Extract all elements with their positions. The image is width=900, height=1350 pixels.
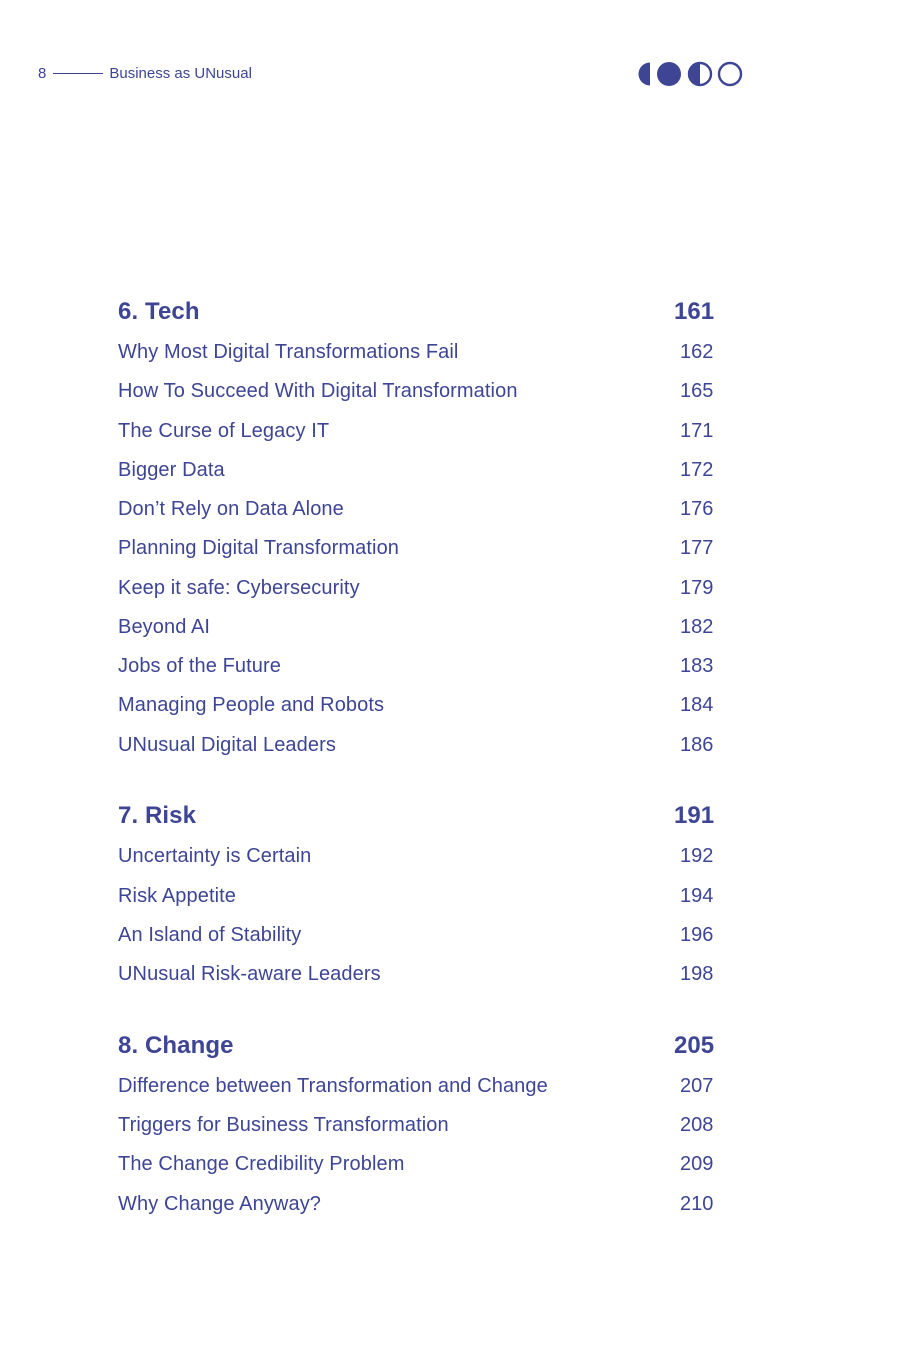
section-heading-change[interactable] <box>118 1031 718 1061</box>
entry-page: 198 <box>680 962 714 985</box>
entry-title: An Island of Stability <box>118 923 302 946</box>
section-page: 161 <box>674 298 715 325</box>
toc-entry[interactable] <box>118 573 718 603</box>
entry-page: 165 <box>680 379 714 402</box>
entry-page: 184 <box>680 693 714 716</box>
entry-page: 182 <box>680 615 714 638</box>
entry-page: 207 <box>680 1074 714 1097</box>
entry-title: Why Change Anyway? <box>118 1192 322 1215</box>
entry-page: 196 <box>680 923 714 946</box>
toc-entry[interactable] <box>118 612 718 642</box>
section-heading-tech[interactable] <box>118 297 718 327</box>
toc-entry[interactable] <box>118 376 718 406</box>
toc-entry[interactable] <box>118 690 718 720</box>
section-title: 8. Change <box>118 1032 234 1059</box>
toc-entry[interactable] <box>118 416 718 446</box>
toc-entry[interactable] <box>118 1071 718 1101</box>
entry-page: 171 <box>680 419 714 442</box>
entry-title: The Change Credibility Problem <box>118 1152 405 1175</box>
entry-page: 177 <box>680 536 714 559</box>
section-page: 191 <box>674 802 715 829</box>
section-title: 7. Risk <box>118 802 197 829</box>
entry-title: UNusual Risk-aware Leaders <box>118 962 381 985</box>
toc-entry[interactable] <box>118 920 718 950</box>
toc-entry[interactable] <box>118 455 718 485</box>
entry-page: 172 <box>680 458 714 481</box>
entry-page: 210 <box>680 1192 714 1215</box>
entry-page: 208 <box>680 1113 714 1136</box>
book-title: Business as UNusual <box>109 64 252 82</box>
toc-entry[interactable] <box>118 651 718 681</box>
entry-page: 176 <box>680 497 714 520</box>
section-page: 205 <box>674 1032 715 1059</box>
entry-title: Beyond AI <box>118 615 211 638</box>
entry-title: Keep it safe: Cybersecurity <box>118 576 360 599</box>
entry-page: 162 <box>680 340 714 363</box>
entry-title: Uncertainty is Certain <box>118 844 312 867</box>
toc-entry[interactable] <box>118 533 718 563</box>
entry-title: Planning Digital Transformation <box>118 536 400 559</box>
entry-title: How To Succeed With Digital Transformation <box>118 379 518 402</box>
entry-title: Don’t Rely on Data Alone <box>118 497 344 520</box>
entry-title: UNusual Digital Leaders <box>118 733 336 756</box>
section-heading-risk[interactable] <box>118 801 718 831</box>
entry-title: Risk Appetite <box>118 884 237 907</box>
entry-page: 179 <box>680 576 714 599</box>
page-number: 8 <box>38 64 47 82</box>
entry-title: Why Most Digital Transformations Fail <box>118 340 459 363</box>
toc-entry[interactable] <box>118 1189 718 1219</box>
entry-title: The Curse of Legacy IT <box>118 419 330 442</box>
entry-title: Triggers for Business Transformation <box>118 1113 449 1136</box>
entry-page: 183 <box>680 654 714 677</box>
toc-entry[interactable] <box>118 881 718 911</box>
toc-entry[interactable] <box>118 337 718 367</box>
toc-entry[interactable] <box>118 841 718 871</box>
entry-title: Bigger Data <box>118 458 225 481</box>
entry-title: Managing People and Robots <box>118 693 385 716</box>
toc-entry[interactable] <box>118 494 718 524</box>
toc-entry[interactable] <box>118 730 718 760</box>
entry-page: 209 <box>680 1152 714 1175</box>
section-title: 6. Tech <box>118 298 200 325</box>
toc-entry[interactable] <box>118 1149 718 1179</box>
entry-title: Jobs of the Future <box>118 654 282 677</box>
entry-title: Difference between Transformation and Change <box>118 1074 548 1097</box>
entry-page: 192 <box>680 844 714 867</box>
toc-entry[interactable] <box>118 1110 718 1140</box>
toc-entry[interactable] <box>118 959 718 989</box>
entry-page: 194 <box>680 884 714 907</box>
entry-page: 186 <box>680 733 714 756</box>
